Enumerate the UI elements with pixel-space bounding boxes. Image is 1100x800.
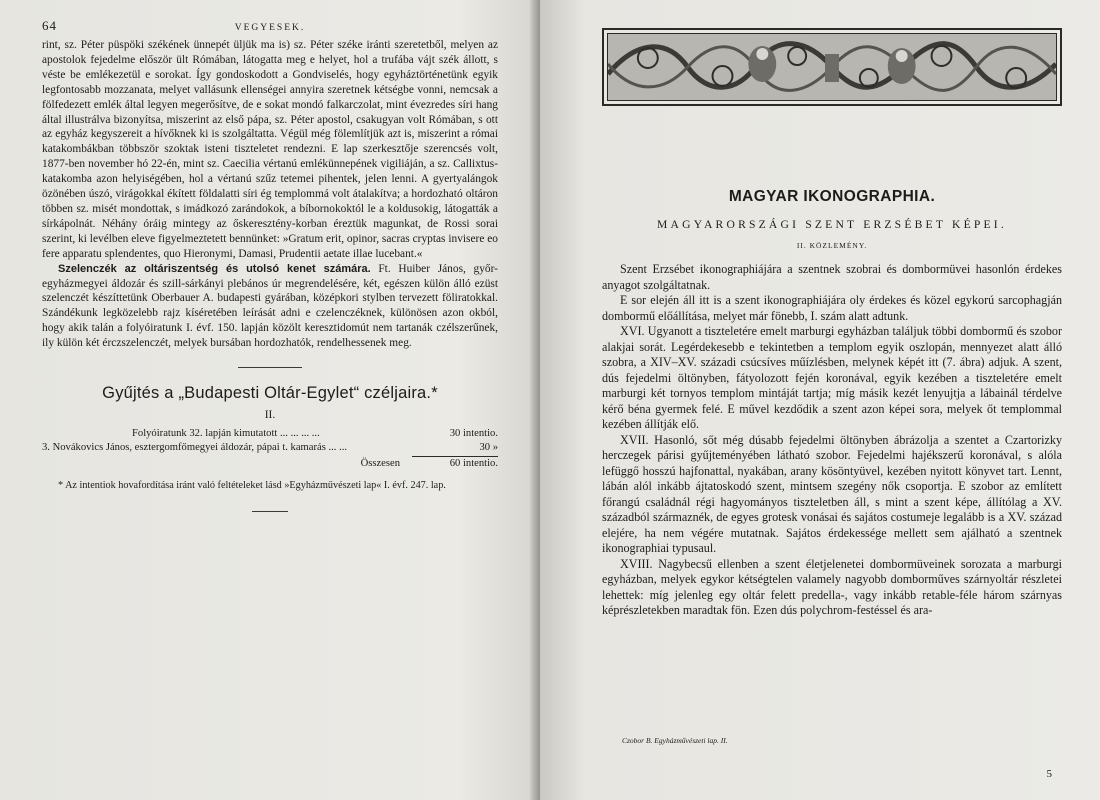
ornament-panel [607,33,1057,101]
ledger-amount: 30 intentio. [449,428,498,440]
right-page [540,0,1100,800]
acanthus-scroll-ornament [608,34,1056,100]
left-running-title: VEGYESEK. [234,23,306,33]
article-subtitle: MAGYARORSZÁGI SZENT ERZSÉBET KÉPEI. [657,218,1007,231]
article-title: MAGYAR IKONOGRAPHIA. [728,188,936,205]
closing-rule [252,511,288,512]
szelenczek-text: Ft. Huiber János, győr-egyházmegyei áldozár és szill-sárkányi plebános úr megrendelésére, két, egészen külön álló ezüst szelenczét készíttetünk Oberbauer A. budapesti gyárában, középkori stylben tervezett föliratokkal. Szándékunk legközelebb rajz kíséretében leírását adni e czelenczéknek, különösen azon okból, hogy akik talán a folyóiratunk I. évf. 150. lapján közölt keresztidomút nem tartanák czélszerűnek, ily külön két érczszelenczét, melyek bursában hordozhatók, rendelhessenek meg. [42,262,498,350]
paragraph-catacomb: rint, sz. Péter püspöki székének ünnepét üljük ma is) sz. Péter széke iránti szeretetből, melyen az apostolok fejedelme először ült Rómában, látogatta meg e helyet, hol a trufába vájt szék állott, s véste be emlékezetül e sorokat. Így gondoskodott a Gondviselés, hogy egyháztörténetünk egyik legfontosabb mozzanata, melyet vallásunk ellenségei annyira szeretnek kétségbe vonni, nemcsak a fölfedezett emlék által legyen megerősítve, de e sokat mondó falkarczolat, mint évezredes síri hang által illustrálva bizonyítsa, miszerint az első pápa, sz. Péter apostol, csakugyan volt Rómában, s ott az egyház kegyszereit a hívőknek ki is szolgáltatta. Végül még fölemlítjük azt is, miszerint a római katakombákban többször szoktak isteni tiszteletet rendezni. E lap szerkesztője szerencsés volt, 1877-ben november hó 22-én, mint sz. Caecilia vértanú emlékünnepének vigiliáján, a sz. Callixtus-katakomba azon helyiségében, hol a vértanú szűz tetemei pihentek, jelen lenni. A gyertyalángok özönében úszó, virágokkal ékített földalatti síri ég templommá volt átalakítva; a hordozható oltáron többen sz. misét mondottak, s imádkozó zarándokok, a bíbornokoktól le a koldusokig, látogatták a sírkápolnát. Néhány óráig mintegy az őskeresztény-korban éreztük magunkat, de Rossi sorai szerint, ki levélben eleve figyelmeztetett bennünket: »Gratum erit, opinor, sacras cryptas invisere eo fere apparatu splendentes, quo Hieronymi, Damasi, Prudentii aetate illae lucebant.« [42,39,498,260]
ledger-desc: 3. Novákovics János, esztergomfőmegyei áldozár, pápai t. kamarás ... ... [42,442,348,454]
left-body-text [42,38,498,351]
left-page-number: 64 [42,18,57,33]
szelenczek-heading: Szelenczék az oltáriszentség és utolsó kenet számára. [58,262,371,275]
ledger-row [42,441,498,455]
signature-line: Czobor B. Egyházművészeti lap. II. [622,736,728,745]
ornamental-header-band [602,28,1062,106]
ledger-total-amount: 60 intentio. [449,458,498,470]
paragraph: E sor elején áll itt is a szent ikonographiájára oly érdekes és közel egykorú sarcophagján dombormű előállítása, melyet már fönebb, I. szám alatt adtunk. [602,293,1062,323]
ledger-total-row [42,457,498,471]
left-page [0,0,540,800]
collection-title: Gyűjtés a „Budapesti Oltár-Egylet“ czéljaira.* [102,384,438,403]
ledger-total-label: Összesen [360,458,400,470]
collection-number: II. [264,409,276,422]
paragraph-xvi: XVI. Ugyanott a tiszteletére emelt marburgi egyházban találjuk többi dombormű és szobor alakjai sorát. Legérdekesebb e tekintetben a templom egyik oszlopán, mennyezet alatt álló szobra, a XIV–XV. századi csúcsíves műízlésben, melynek képét itt (7. ábra) adjuk. A szent, dús fejedelmi öltönyben, fátyolozott fején koronával, egyik kezében a tiszteletére emelt marburgi két tornyos templom mintáját tartja; míg másik kezét lenyujtja a lábainál térdelve kérő béna gyermek felé. E művel kezdődik a szent azon képei sora, melyek őt templommal kezében állítják elő. [602,324,1062,431]
left-running-head [42,18,498,34]
collection-footnote: * Az intentiok hovafordítása iránt való feltételeket lásd »Egyházművészeti lap« I. évf. 247. lap. [58,480,446,492]
paragraph-szelenczek [42,262,498,351]
section-divider [238,367,302,368]
paragraph-xvii: XVII. Hasonló, sőt még dúsabb fejedelmi öltönyben ábrázolja a szentet a Czartorizky herczegek párisi gyűjteményében látható szobor. Fejedelmi hajékszerű koronával, s alóla lefüggő hosszú hajfonattal, nyakában, arany kösöntyüvel, kezében nyitott könyvet tart. Lennt, lábán alól inkább ájtatoskodó szent, mintsem szegény nők csoportja. E szobor az említett főrangú családnál régi hagyományos tiszteletben áll, s mint a szent képe, állítólag a XV. századból származnék, de egyes grotesk vonásai és sajátos costumeje legalább is a XV. század elejére, ha nem végére mutatnak. Sajátos érdekessége mellett sem ajálható a szentnek ikonographiai typusaul. [602,432,1062,555]
right-page-number: 5 [1046,768,1052,780]
article-section-number: II. KÖZLEMÉNY. [796,241,868,250]
ledger-desc: Folyóiratunk 32. lapján kimutatott ... ... ... ... [132,428,320,440]
ledger-row [42,427,498,441]
paragraph-xviii: XVIII. Nagybecsű ellenben a szent életjelenetei dombormüveinek sorozata a marburgi egyházban, melyek egykor kétségtelen valamely nagyobb domborműves szárnyoltár részletei lehettek: míg jelenleg egy oltár felett predella-, vagy inkább retable-féle három szárnyas képrészletekben maradtak fön. Ezen dús polychrom-festéssel és ara- [602,556,1062,617]
collection-ledger [42,427,498,471]
paragraph: Szent Erzsébet ikonographiájára a szentnek szobrai és dombormüvei hasonlón érdekes anyagot szolgáltatnak. [602,262,1062,292]
right-body-text [602,262,1062,619]
ledger-amount: 30 » [479,442,498,454]
page-footer [602,736,1062,745]
